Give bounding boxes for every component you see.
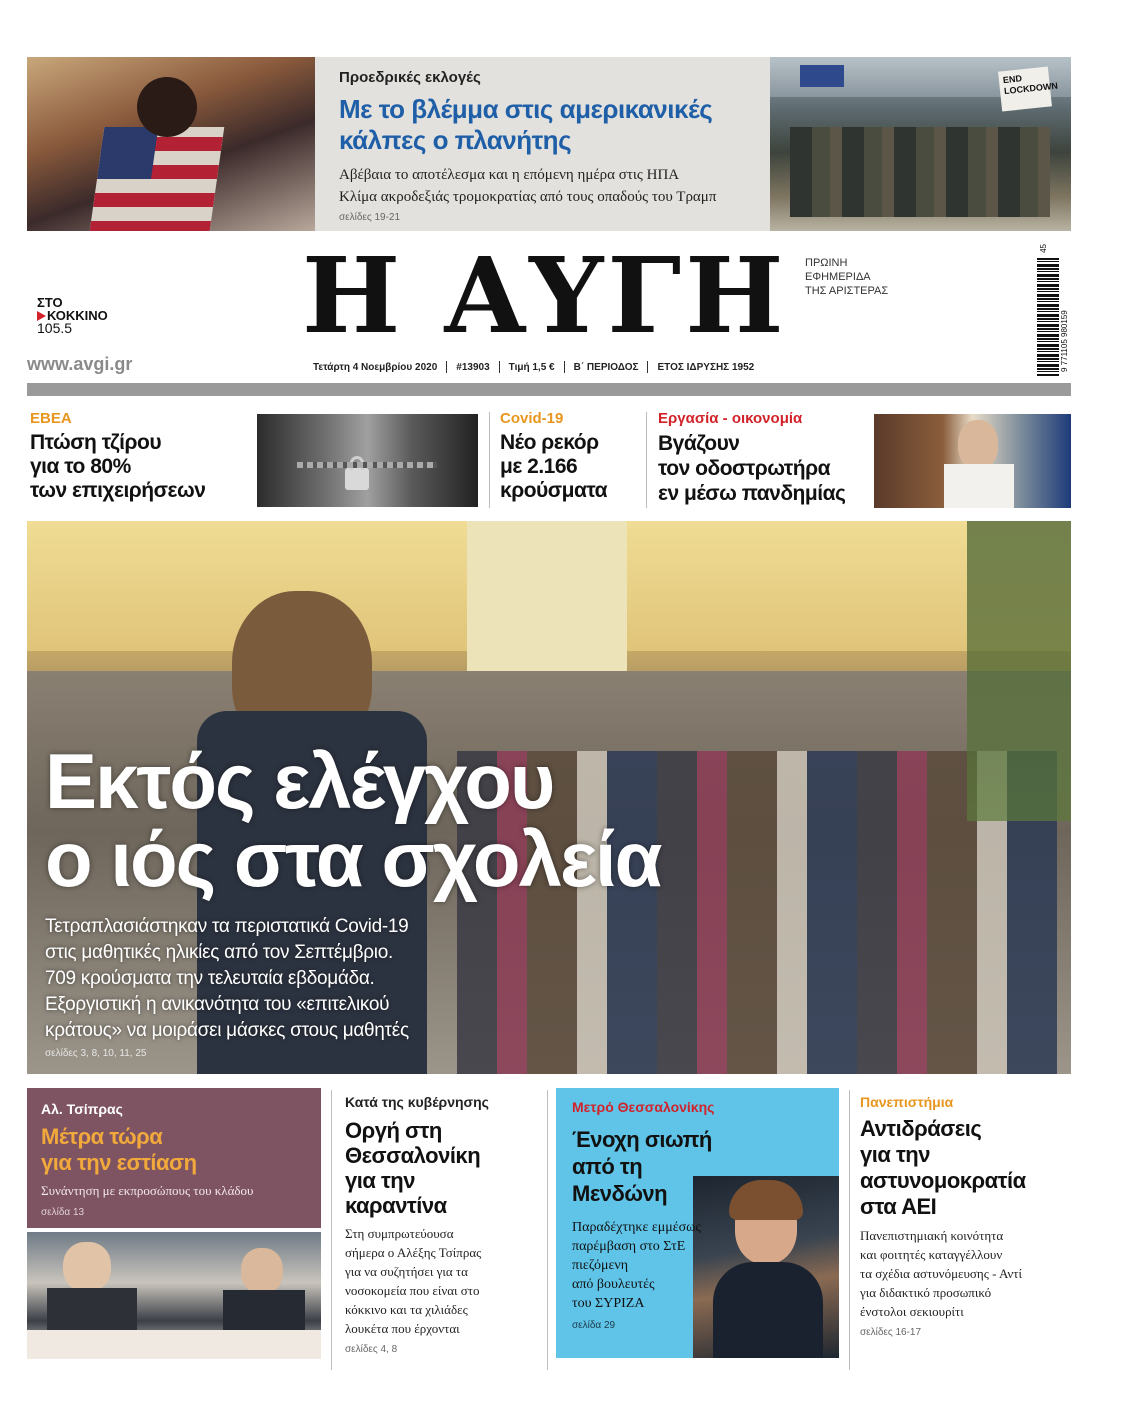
prime-minister-photo: [874, 414, 1071, 508]
radio-arrow-icon: [37, 311, 46, 321]
us-flag-crowd-photo: [27, 57, 315, 231]
lead-headline[interactable]: Εκτός ελέγχου ο ιός στα σχολεία: [45, 737, 661, 903]
masthead-title[interactable]: Η ΑΥΓΗ: [302, 234, 788, 357]
masthead-rule: [27, 383, 1071, 396]
top-story-kicker: Προεδρικές εκλογές: [339, 69, 481, 86]
padlock-icon: [345, 468, 369, 490]
mendoni-photo: [693, 1176, 839, 1358]
lead-pages: σελίδες 3, 8, 10, 11, 25: [45, 1048, 147, 1059]
top-story-pages: σελίδες 19-21: [339, 212, 401, 223]
tsipras-meeting-photo: [27, 1232, 321, 1359]
padlock-photo: [257, 414, 478, 507]
issue-period: Β΄ ΠΕΡΙΟΔΟΣ: [573, 361, 639, 373]
masthead-tagline: ΠΡΩΙΝΗ ΕΦΗΜΕΡΙΔΑ ΤΗΣ ΑΡΙΣΤΕΡΑΣ: [805, 257, 889, 297]
armed-militia-photo: [770, 57, 1071, 231]
barcode: 9 771105 980159 45: [1037, 244, 1069, 376]
story-tsipras[interactable]: Αλ. Τσίπρας Μέτρα τώρα για την εστίαση Συνάντηση με εκπροσώπους του κλάδου σελίδα 13: [27, 1088, 321, 1228]
lead-deck: Τετραπλασιάστηκαν τα περιστατικά Covid-19 στις μαθητικές ηλικίες από τον Σεπτέμβριο. 709 κρούσματα την τελευταία εβδομάδα. Εξοργιστική η ανικανότητα του «επιτελικού κράτους» να μοιράσει μάσκες στους μαθητές: [45, 916, 409, 1041]
story-thessaloniki[interactable]: Κατά της κυβέρνησης Οργή στη Θεσσαλονίκη για την καραντίνα Στη συμπρωτεύουσα σήμερα ο Αλέξης Τσίπρας για να συζητήσει για τα νοσοκομεία που είναι στο κόκκινο και τα χιλιάδες λουκέτα που έρχονται σελίδες 4, 8: [345, 1094, 489, 1355]
radio-logo[interactable]: ΣΤΟ ΚΟΚΚΙΝΟ 105.5: [37, 295, 108, 336]
masthead-info-line: [313, 360, 754, 374]
story-university[interactable]: Πανεπιστήμια Αντιδράσεις για την αστυνομοκρατία στα ΑΕΙ Πανεπιστημιακή κοινότητα και φοιτητές καταγγέλλουν τα σχέδια αστυνόμευσης - Αντί για διδακτικό προσωπικό ένστολοι σεκιουρίτι σελίδες 16-17: [860, 1094, 1026, 1338]
top-story-headline[interactable]: Με το βλέμμα στις αμερικανικές κάλπες ο πλανήτης: [339, 94, 713, 155]
story-work-economy[interactable]: Εργασία - οικονομία Βγάζουν τον οδοστρωτήρα εν μέσω πανδημίας: [658, 410, 846, 505]
story-metro[interactable]: Μετρό Θεσσαλονίκης Ένοχη σιωπή από τη Μενδώνη Παραδέχτηκε εμμέσως παρέμβαση στο ΣτΕ πιεζόμενη από βουλευτές του ΣΥΡΙΖΑ σελίδα 29: [556, 1088, 839, 1358]
top-story-deck: Αβέβαια το αποτέλεσμα και η επόμενη ημέρα στις ΗΠΑ Κλίμα ακροδεξιάς τρομοκρατίας από τους οπαδούς του Τραμπ: [339, 167, 717, 205]
end-lockdown-sign: END LOCKDOWN: [1002, 73, 1059, 97]
story-covid[interactable]: Covid-19 Νέο ρεκόρ με 2.166 κρούσματα: [500, 410, 608, 502]
flag-cape: [90, 127, 225, 231]
issue-number: #13903: [456, 361, 490, 373]
issue-date: Τετάρτη 4 Νοεμβρίου 2020: [313, 361, 438, 373]
founded-year: ΕΤΟΣ ΙΔΡΥΣΗΣ 1952: [657, 361, 755, 373]
issue-price: Τιμή 1,5 €: [508, 361, 555, 373]
website-link[interactable]: www.avgi.gr: [27, 354, 133, 374]
story-ebea[interactable]: ΕΒΕΑ Πτώση τζίρου για το 80% των επιχειρήσεων: [30, 410, 206, 502]
